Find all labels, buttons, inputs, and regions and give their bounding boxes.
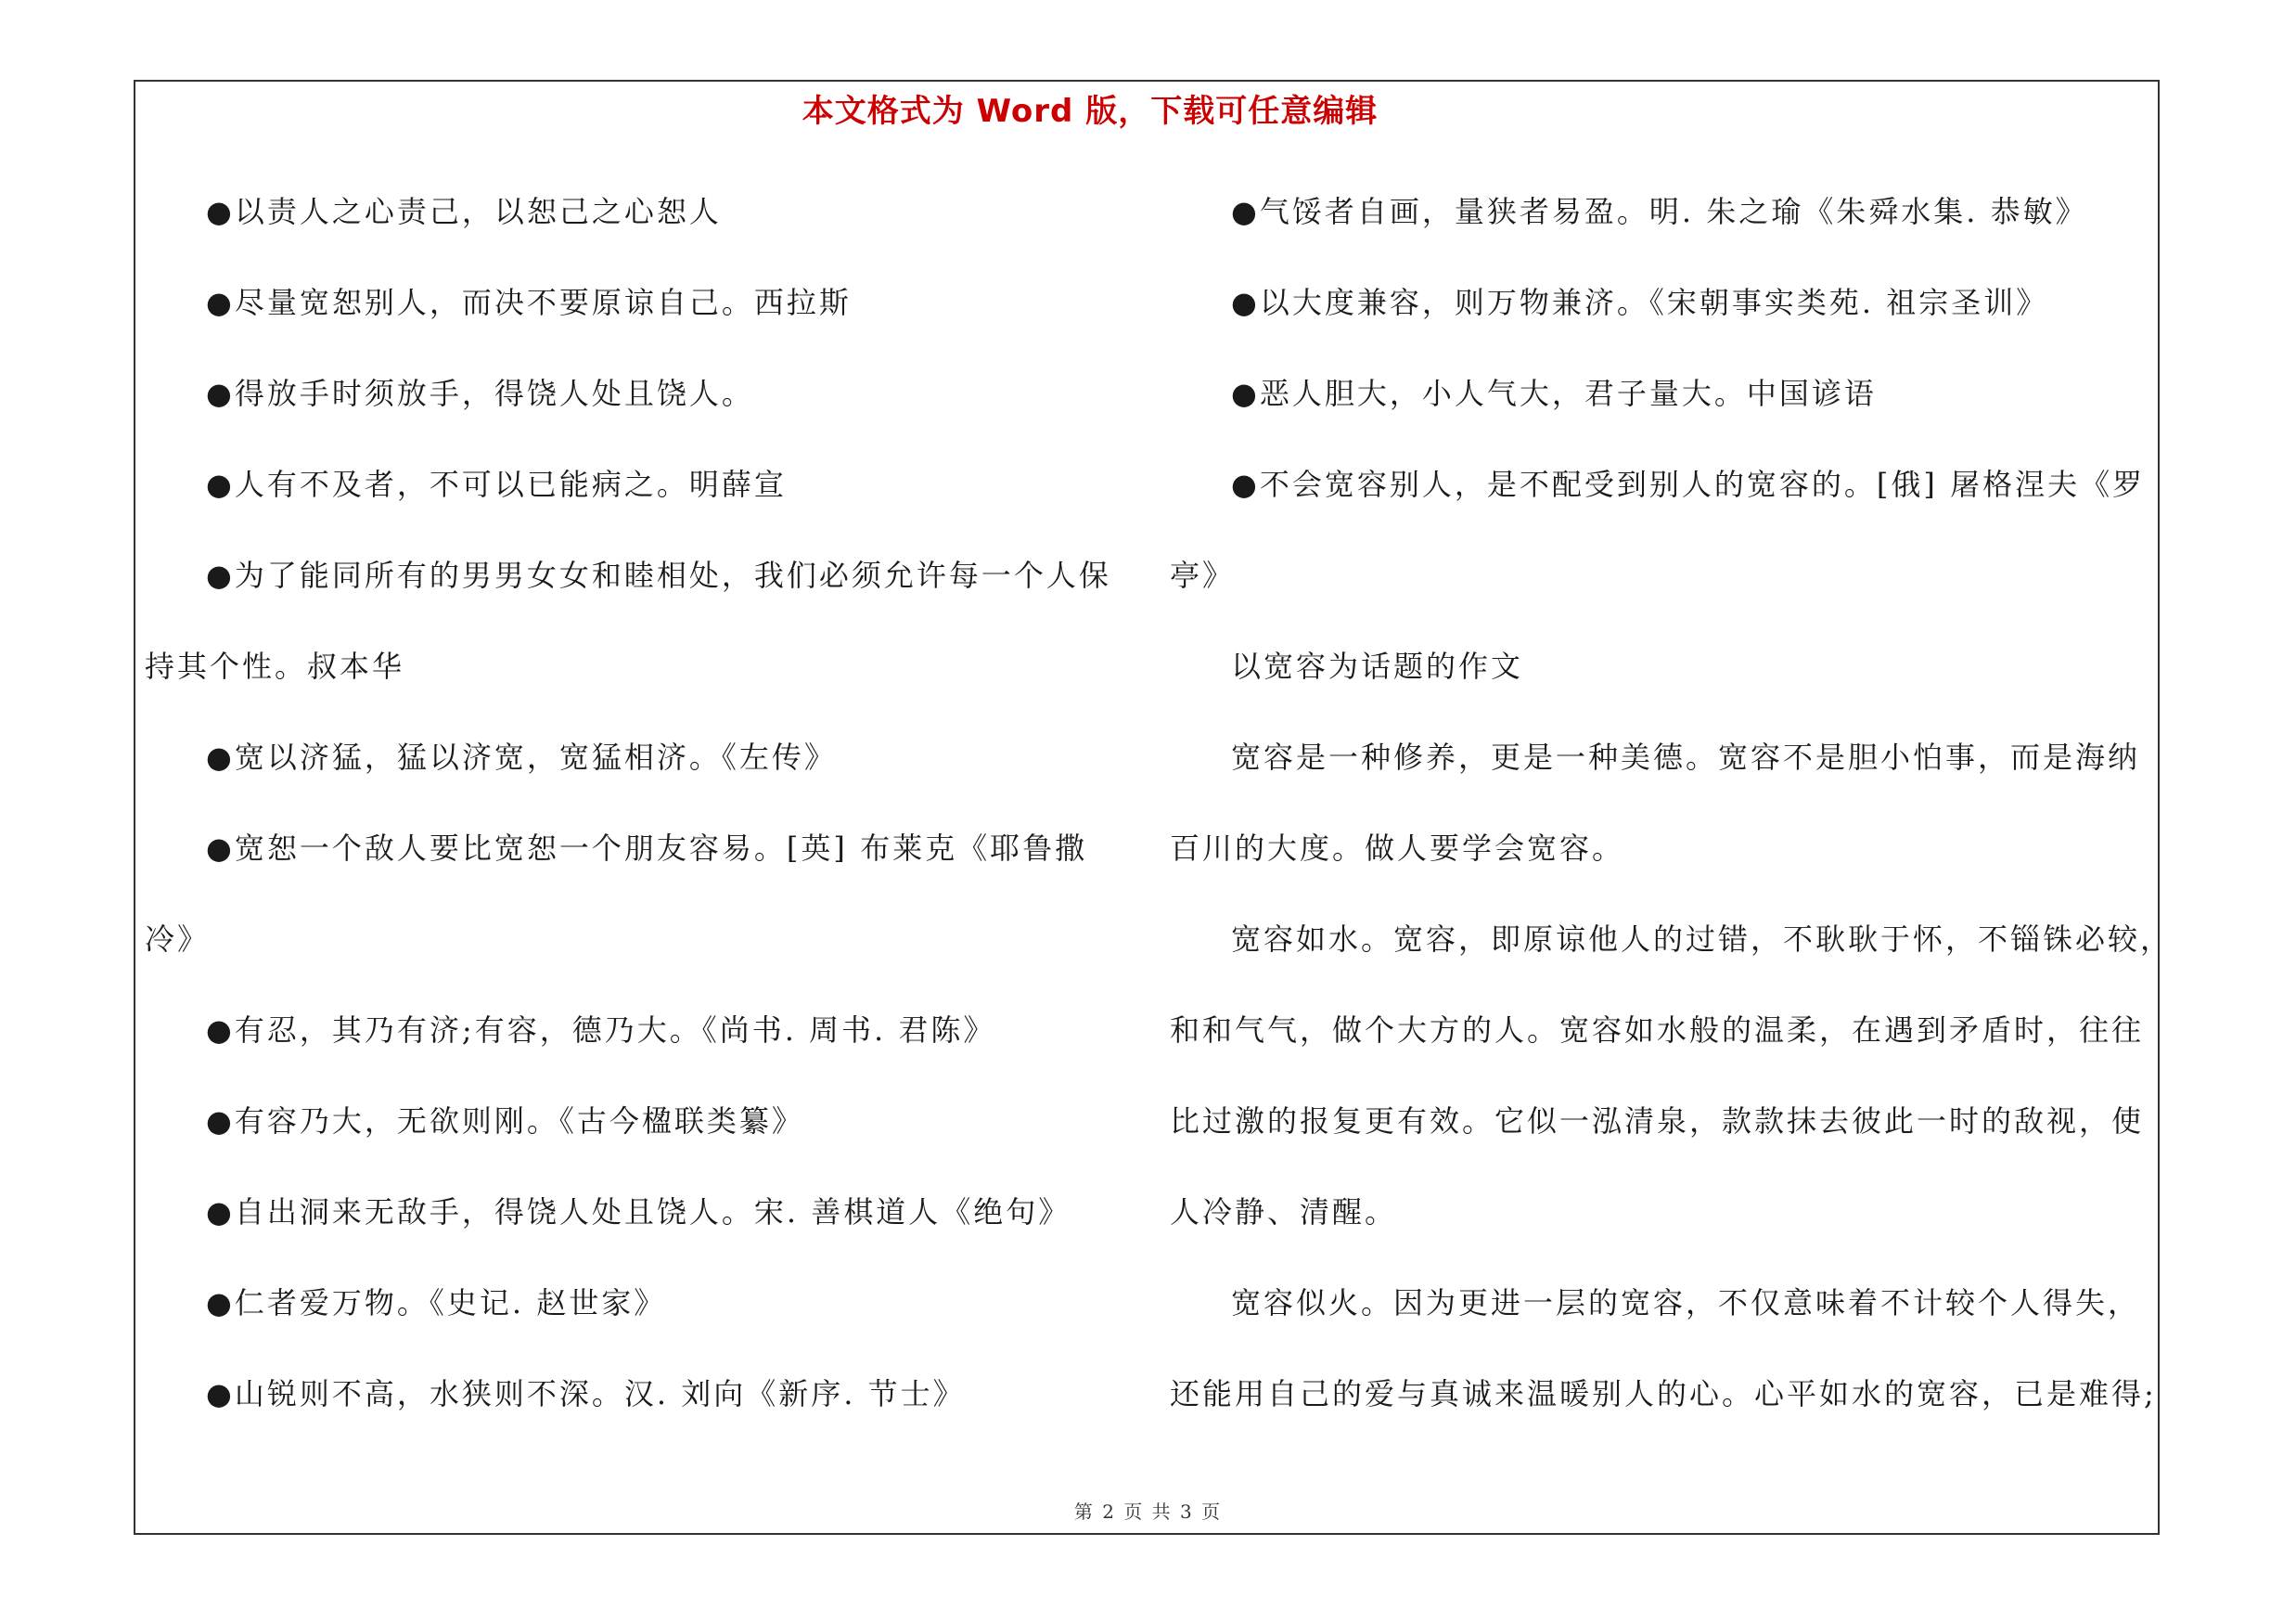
left-column [145,184,1143,1457]
text-line: ●得放手时须放手，得饶人处且饶人。 [206,376,754,411]
text-line: ●有容乃大，无欲则刚。《古今楹联类纂》 [206,1103,804,1139]
text-line: 宽容如水。宽容，即原谅他人的过错，不耿耿于怀，不锱铢必较， [1231,921,2174,957]
page-number: 第 2 页 共 3 页 [1073,1501,1223,1523]
text-line: ●有忍，其乃有济;有容，德乃大。《尚书. 周书. 君陈》 [206,1012,996,1048]
text-line-continuation: 百川的大度。做人要学会宽容。 [1170,831,1625,866]
text-line-continuation: 人冷静、清醒。 [1170,1194,1398,1230]
text-line: ●宽以济猛，猛以济宽，宽猛相济。《左传》 [206,740,837,775]
text-line: ●恶人胆大，小人气大，君子量大。中国谚语 [1231,376,1877,411]
text-line-continuation: 和和气气，做个大方的人。宽容如水般的温柔，在遇到矛盾时，往往 [1170,1012,2145,1048]
text-line: ●以大度兼容，则万物兼济。《宋朝事实类苑. 祖宗圣训》 [1231,285,2049,320]
text-line: 宽容似火。因为更进一层的宽容，不仅意味着不计较个人得失， [1231,1285,2141,1320]
text-line-continuation: 还能用自己的爱与真诚来温暖别人的心。心平如水的宽容，已是难得; [1170,1376,2157,1411]
text-line: ●仁者爱万物。《史记. 赵世家》 [206,1285,667,1320]
text-line: ●自出洞来无敌手，得饶人处且饶人。宋. 善棋道人《绝句》 [206,1194,1071,1230]
text-line: ●人有不及者，不可以已能病之。明薛宣 [206,467,787,502]
text-line: ●宽恕一个敌人要比宽恕一个朋友容易。[英] 布莱克《耶鲁撒 [206,831,1088,866]
text-line-continuation: 持其个性。叔本华 [145,649,405,684]
text-line: ●不会宽容别人，是不配受到别人的宽容的。[俄] 屠格涅夫《罗 [1231,467,2146,502]
text-line-continuation: 冷》 [145,921,211,957]
text-line-continuation: 亭》 [1170,558,1236,593]
text-line-continuation: 比过激的报复更有效。它似一泓清泉，款款抹去彼此一时的敌视，使 [1170,1103,2145,1139]
text-line: ●气馁者自画，量狭者易盈。明. 朱之瑜《朱舜水集. 恭敏》 [1231,194,2088,229]
text-line: ●以责人之心责己，以恕己之心恕人 [206,194,722,229]
text-line: ●为了能同所有的男男女女和睦相处，我们必须允许每一个人保 [206,558,1111,593]
text-line: ●山锐则不高，水狭则不深。汉. 刘向《新序. 节士》 [206,1376,966,1411]
header-banner: 本文格式为 Word 版，下载可任意编辑 [802,93,1379,130]
right-column [1170,184,2174,1457]
text-line: ●尽量宽恕别人，而决不要原谅自己。西拉斯 [206,285,852,320]
text-line: 以宽容为话题的作文 [1231,649,1524,684]
text-line: 宽容是一种修养，更是一种美德。宽容不是胆小怕事，而是海纳 [1231,740,2141,775]
